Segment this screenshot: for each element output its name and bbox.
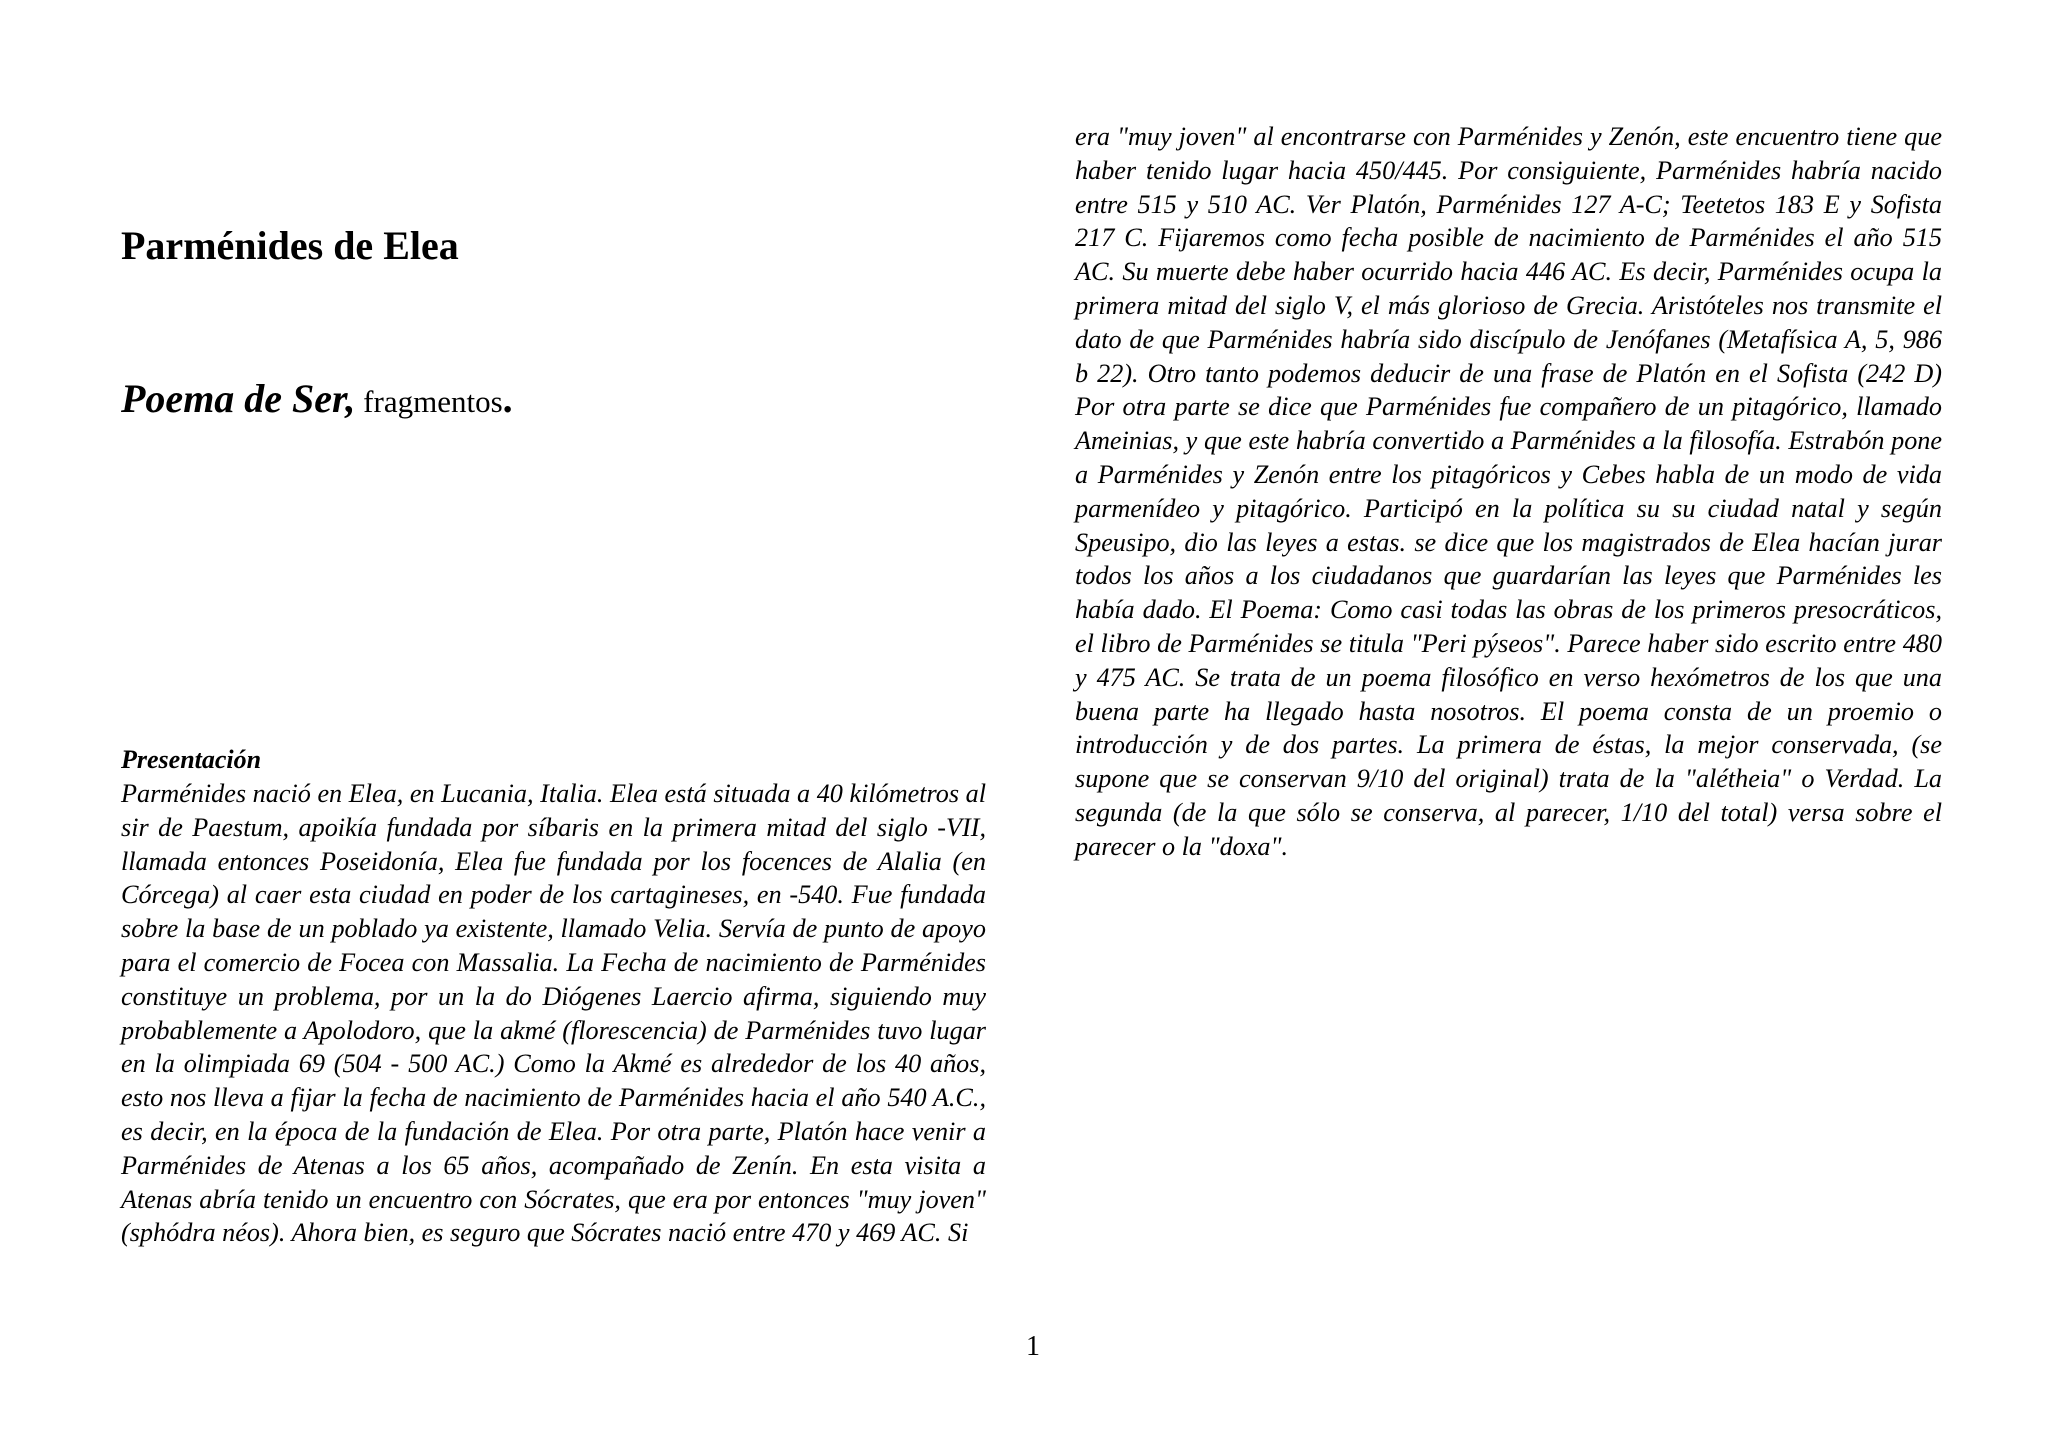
document-subtitle [121, 375, 513, 426]
subtitle-comma: , [345, 376, 356, 421]
left-column [121, 743, 986, 1250]
page-number: 1 [1026, 1331, 1040, 1362]
right-column-paragraph: era "muy joven" al encontrarse con Parménides y Zenón, este encuentro tiene que haber tenido lugar hacia 450/445. Por consiguiente, Parménides habría nacido entre 515 y 510 AC. Ver Platón, Parménides 127 A-C; Teetetos 183 E y Sofista 217 C. Fijaremos como fecha posible de nacimiento de Parménides el año 515 AC. Su muerte debe haber ocurrido hacia 446 AC. Es decir, Parménides ocupa la primera mitad del siglo V, el más glorioso de Grecia. Aristóteles nos transmite el dato de que Parménides habría sido discípulo de Jenófanes (Metafísica A, 5, 986 b 22). Otro tanto podemos deducir de una frase de Platón en el Sofista (242 D) Por otra parte se dice que Parménides fue compañero de un pitagórico, llamado Ameinias, y que este habría convertido a Parménides a la filosofía. Estrabón pone a Parménides y Zenón entre los pitagóricos y Cebes habla de un modo de vida parmenídeo y pitagórico. Participó en la política su su ciudad natal y según Speusipo, dio las leyes a estas. se dice que los magistrados de Elea hacían jurar todos los años a los ciudadanos que guardarían las leyes que Parménides les había dado. El Poema: Como casi todas las obras de los primeros presocráticos, el libro de Parménides se titula "Peri pýseos". Parece haber sido escrito entre 480 y 475 AC. Se trata de un poema filosófico en verso hexómetros de los que una buena parte ha llegado hasta nosotros. El poema consta de un proemio o introducción y de dos partes. La primera de éstas, la mejor conservada, (se supone que se conservan 9/10 del original) trata de la "alétheia" o Verdad. La segunda (de la que sólo se conserva, al parecer, 1/10 del total) versa sobre el parecer o la "doxa". [1075, 122, 1942, 861]
document-title: Parménides de Elea [121, 223, 459, 268]
subtitle-fragments: fragmentos [355, 384, 503, 419]
poem-title: Poema de Ser [121, 376, 346, 421]
right-column [1075, 120, 1942, 864]
left-column-paragraph: Parménides nació en Elea, en Lucania, Italia. Elea está situada a 40 kilómetros al sir de Paestum, apoikía fundada por síbaris en la primera mitad del siglo -VII, llamada entonces Poseidonía, Elea fue fundada por los focences de Alalia (en Córcega) al caer esta ciudad en poder de los cartagineses, en -540. Fue fundada sobre la base de un poblado ya existente, llamado Velia. Servía de punto de apoyo para el comercio de Focea con Massalia. La Fecha de nacimiento de Parménides constituye un problema, por un la do Diógenes Laercio afirma, siguiendo muy probablemente a Apolodoro, que la akmé (florescencia) de Parménides tuvo lugar en la olimpiada 69 (504 - 500 AC.) Como la Akmé es alrededor de los 40 años, esto nos lleva a fijar la fecha de nacimiento de Parménides hacia el año 540 A.C., es decir, en la época de la fundación de Elea. Por otra parte, Platón hace venir a Parménides de Atenas a los 65 años, acompañado de Zenín. En esta visita a Atenas abría tenido un encuentro con Sócrates, que era por entonces "muy joven" (sphódra néos). Ahora bien, es seguro que Sócrates nació entre 470 y 469 AC. Si [121, 779, 986, 1248]
section-heading: Presentación [121, 745, 262, 774]
subtitle-period: . [502, 376, 513, 421]
